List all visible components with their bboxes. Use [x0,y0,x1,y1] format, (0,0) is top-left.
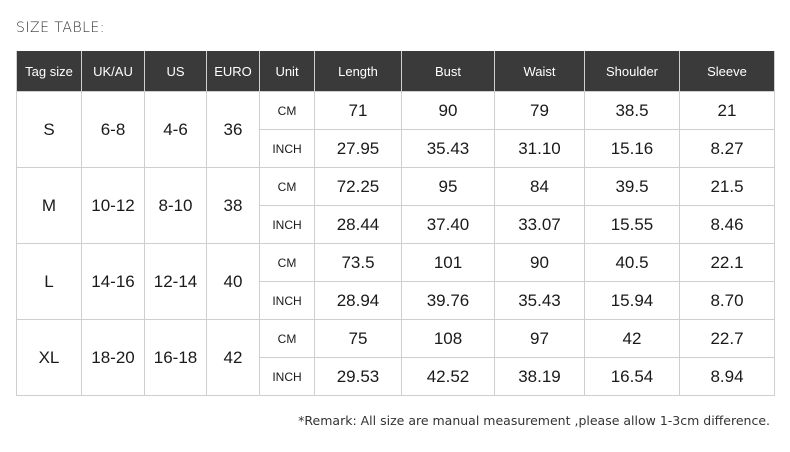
euro-cell: 38 [207,168,260,244]
waist-cell: 79 [495,92,585,130]
shoulder-cell: 16.54 [585,358,680,396]
unit-cell: INCH [260,206,315,244]
length-cell: 72.25 [315,168,402,206]
bust-cell: 35.43 [402,130,495,168]
length-cell: 71 [315,92,402,130]
header-bust: Bust [402,51,495,92]
header-length: Length [315,51,402,92]
us-cell: 12-14 [145,244,207,320]
uk-au-cell: 6-8 [82,92,145,168]
table-row [17,92,775,130]
length-cell: 28.94 [315,282,402,320]
length-cell: 28.44 [315,206,402,244]
table-row [17,320,775,358]
sleeve-cell: 21.5 [680,168,775,206]
euro-cell: 40 [207,244,260,320]
unit-cell: CM [260,92,315,130]
waist-cell: 84 [495,168,585,206]
header-us: US [145,51,207,92]
header-shoulder: Shoulder [585,51,680,92]
bust-cell: 108 [402,320,495,358]
bust-cell: 95 [402,168,495,206]
bust-cell: 101 [402,244,495,282]
header-sleeve: Sleeve [680,51,775,92]
unit-cell: CM [260,244,315,282]
unit-cell: INCH [260,358,315,396]
tag-size-cell: L [17,244,82,320]
sleeve-cell: 8.94 [680,358,775,396]
header-uk-au: UK/AU [82,51,145,92]
uk-au-cell: 14-16 [82,244,145,320]
header-waist: Waist [495,51,585,92]
us-cell: 16-18 [145,320,207,396]
sleeve-cell: 21 [680,92,775,130]
table-row [17,168,775,206]
header-unit: Unit [260,51,315,92]
shoulder-cell: 38.5 [585,92,680,130]
unit-cell: INCH [260,282,315,320]
size-table [16,51,775,396]
unit-cell: CM [260,168,315,206]
uk-au-cell: 18-20 [82,320,145,396]
sleeve-cell: 22.1 [680,244,775,282]
tag-size-cell: XL [17,320,82,396]
length-cell: 29.53 [315,358,402,396]
us-cell: 4-6 [145,92,207,168]
header-tag-size: Tag size [17,51,82,92]
tag-size-cell: S [17,92,82,168]
remark-note: *Remark: All size are manual measurement ,please allow 1-3cm difference. [298,413,770,428]
waist-cell: 33.07 [495,206,585,244]
euro-cell: 36 [207,92,260,168]
waist-cell: 90 [495,244,585,282]
length-cell: 75 [315,320,402,358]
waist-cell: 97 [495,320,585,358]
sleeve-cell: 22.7 [680,320,775,358]
uk-au-cell: 10-12 [82,168,145,244]
length-cell: 73.5 [315,244,402,282]
header-row [17,51,775,92]
bust-cell: 90 [402,92,495,130]
bust-cell: 37.40 [402,206,495,244]
bust-cell: 39.76 [402,282,495,320]
header-euro: EURO [207,51,260,92]
euro-cell: 42 [207,320,260,396]
shoulder-cell: 15.16 [585,130,680,168]
shoulder-cell: 39.5 [585,168,680,206]
sleeve-cell: 8.70 [680,282,775,320]
shoulder-cell: 40.5 [585,244,680,282]
sleeve-cell: 8.46 [680,206,775,244]
waist-cell: 35.43 [495,282,585,320]
unit-cell: INCH [260,130,315,168]
us-cell: 8-10 [145,168,207,244]
bust-cell: 42.52 [402,358,495,396]
unit-cell: CM [260,320,315,358]
page-title: SIZE TABLE: [16,20,105,36]
sleeve-cell: 8.27 [680,130,775,168]
waist-cell: 38.19 [495,358,585,396]
length-cell: 27.95 [315,130,402,168]
table-row [17,244,775,282]
shoulder-cell: 15.55 [585,206,680,244]
shoulder-cell: 15.94 [585,282,680,320]
shoulder-cell: 42 [585,320,680,358]
tag-size-cell: M [17,168,82,244]
waist-cell: 31.10 [495,130,585,168]
